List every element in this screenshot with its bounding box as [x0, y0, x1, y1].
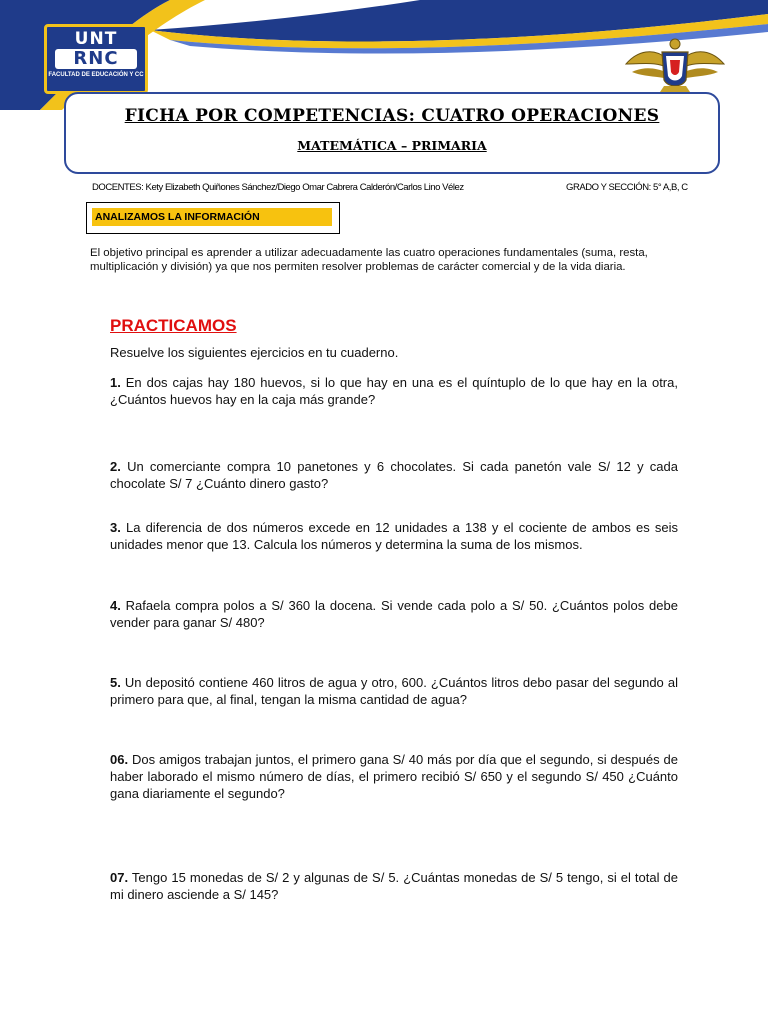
exercise-text: Un comerciante compra 10 panetones y 6 chocolates. Si cada panetón vale S/ 12 y cada chocolate S/ 7 ¿Cuánto dinero gasto? [110, 459, 678, 491]
logo-line2: RNC [55, 49, 137, 69]
practice-heading: PRACTICAMOS [110, 316, 237, 335]
exercise-1 [110, 374, 678, 408]
eagle-crest-icon [624, 36, 726, 94]
exercise-number: 1. [110, 375, 121, 390]
exercise-text: En dos cajas hay 180 huevos, si lo que hay en una es el quíntuplo de lo que hay en la otra, ¿Cuántos huevos hay en la caja más grande? [110, 375, 678, 407]
practice-instruction: Resuelve los siguientes ejercicios en tu cuaderno. [110, 345, 399, 360]
section-label-box [86, 202, 340, 234]
intro-paragraph: El objetivo principal es aprender a utilizar adecuadamente las cuatro operaciones fundamentales (suma, resta, multiplicación y división) ya que nos permiten resolver problemas de carácter comercial y de la vida diaria. [90, 247, 648, 273]
logo-line1: UNT [74, 29, 118, 49]
title-box [64, 92, 720, 174]
document-title: FICHA POR COMPETENCIAS: CUATRO OPERACIONES [124, 106, 660, 126]
exercise-2 [110, 458, 678, 492]
exercise-3 [110, 519, 678, 553]
logo-line3: FACULTAD DE EDUCACIÓN Y CC [48, 72, 144, 78]
exercise-text: Tengo 15 monedas de S/ 2 y algunas de S/ 5. ¿Cuántas monedas de S/ 5 tengo, si el total de mi dinero asciende a S/ 145? [110, 870, 678, 902]
exercise-number: 07. [110, 870, 129, 885]
exercise-6 [110, 751, 678, 802]
exercise-number: 2. [110, 459, 121, 474]
exercise-text: Un depositó contiene 460 litros de agua y otro, 600. ¿Cuántos litros debo pasar del segundo al primero para que, al final, tengan la misma cantidad de agua? [110, 675, 678, 707]
exercise-number: 06. [110, 752, 129, 767]
exercise-text: Dos amigos trabajan juntos, el primero gana S/ 40 más por día que el segundo, si después de haber laborado el mismo número de días, el primero recibió S/ 650 y el segundo S/ 450 ¿Cuánto gana diariamente el segundo? [110, 752, 678, 801]
university-logo [44, 24, 148, 94]
document-subtitle: MATEMÁTICA – PRIMARIA [297, 138, 487, 153]
exercise-7 [110, 869, 678, 903]
grade-section: GRADO Y SECCIÓN: 5° A,B, C [566, 182, 688, 193]
exercise-text: La diferencia de dos números excede en 12 unidades a 138 y el cociente de ambos es seis unidades menor que 13. Calcula los números y determina la suma de los mismos. [110, 520, 678, 552]
section-label: ANALIZAMOS LA INFORMACIÓN [92, 208, 332, 226]
teachers-line: DOCENTES: Kety Elizabeth Quiñones Sánchez/Diego Omar Cabrera Calderón/Carlos Lino Vélez [92, 182, 464, 193]
exercise-4 [110, 597, 678, 631]
exercise-number: 4. [110, 598, 121, 613]
exercise-5 [110, 674, 678, 708]
exercise-number: 5. [110, 675, 121, 690]
exercise-number: 3. [110, 520, 121, 535]
exercise-text: Rafaela compra polos a S/ 360 la docena. Si vende cada polo a S/ 50. ¿Cuántos polos debe vender para ganar S/ 480? [110, 598, 678, 630]
